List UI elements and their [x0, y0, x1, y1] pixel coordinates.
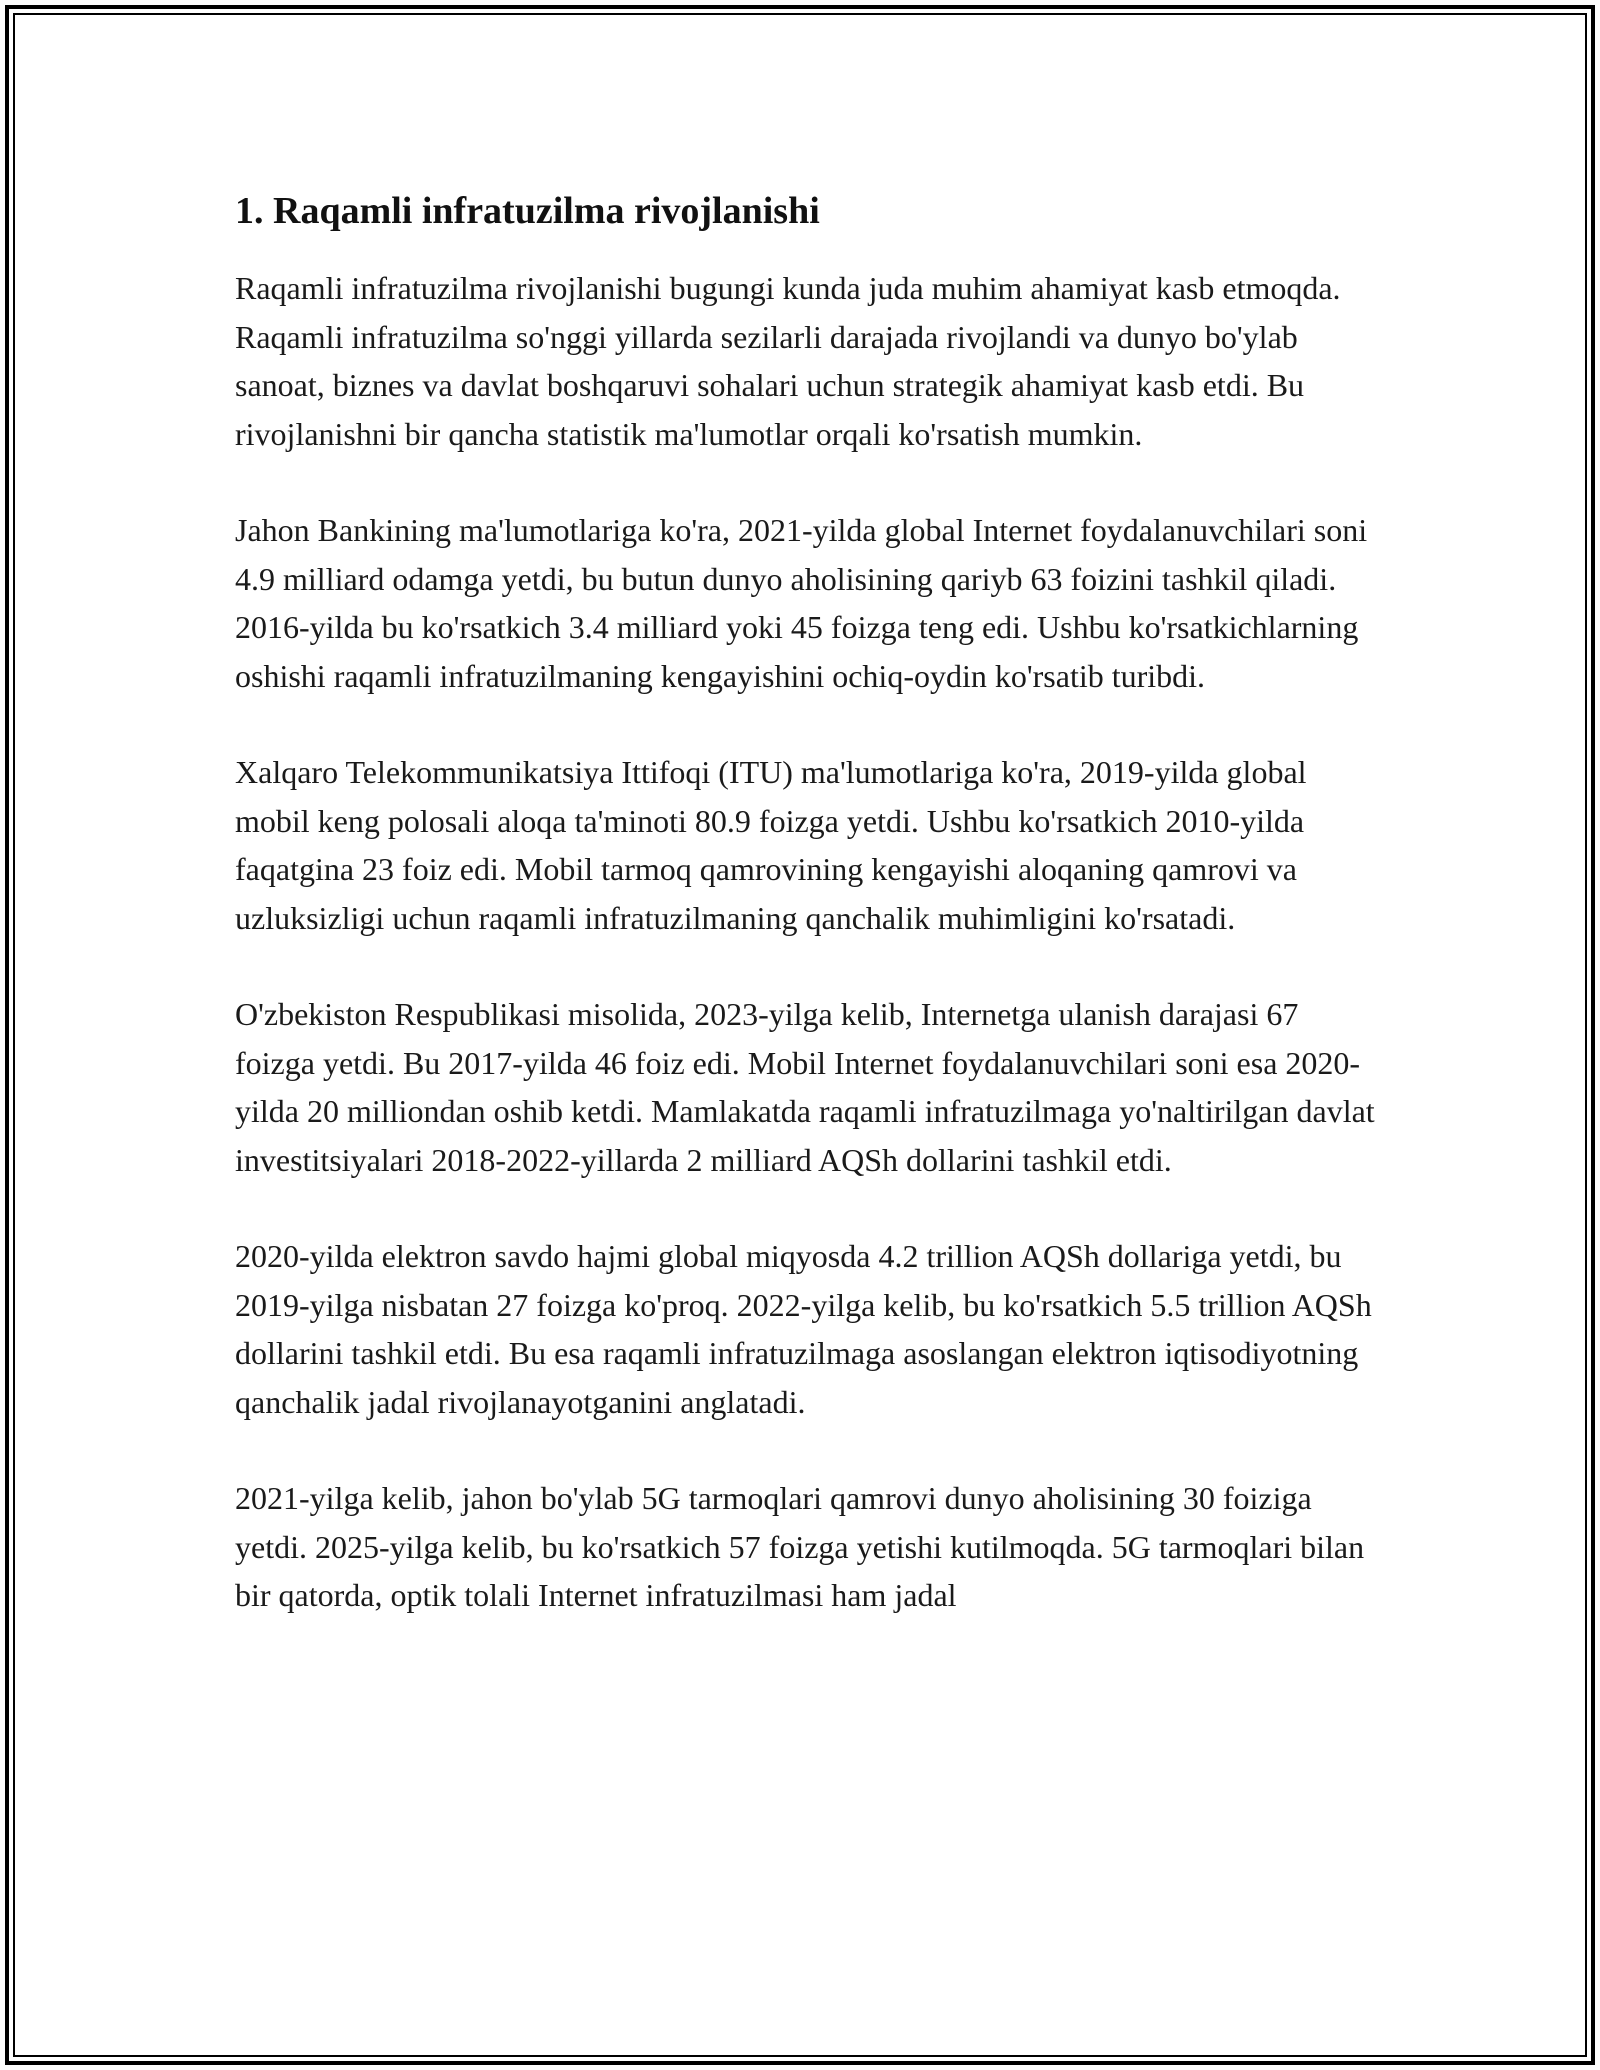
- paragraph: O'zbekiston Respublikasi misolida, 2023-yilga kelib, Internetga ulanish darajasi 67 foizga yetdi. Bu 2017-yilda 46 foiz edi. Mobil Internet foydalanuvchilari soni esa 2020-yilda 20 milliondan oshib ketdi. Mamlakatda raqamli infratuzilmaga yo'naltirilgan davlat investitsiyalari 2018-2022-yillarda 2 milliard AQSh dollarini tashkil etdi.: [235, 996, 1375, 1178]
- section-heading: 1. Raqamli infratuzilma rivojlanishi: [235, 190, 820, 232]
- paragraph: Raqamli infratuzilma rivojlanishi bugungi kunda juda muhim ahamiyat kasb etmoqda. Raqamli infratuzilma so'nggi yillarda sezilarli darajada rivojlandi va dunyo bo'ylab sanoat, biznes va davlat boshqaruvi sohalari uchun strategik ahamiyat kasb etdi. Bu rivojlanishni bir qancha statistik ma'lumotlar orqali ko'rsatish mumkin.: [235, 270, 1341, 452]
- document-body: [235, 188, 1375, 1668]
- paragraph: Jahon Bankining ma'lumotlariga ko'ra, 2021-yilda global Internet foydalanuvchilari soni 4.9 milliard odamga yetdi, bu butun dunyo aholisining qariyb 63 foizini tashkil qiladi. 2016-yilda bu ko'rsatkich 3.4 milliard yoki 45 foizga teng edi. Ushbu ko'rsatkichlarning oshishi raqamli infratuzilmaning kengayishini ochiq-oydin ko'rsatib turibdi.: [235, 512, 1368, 694]
- paragraph: 2020-yilda elektron savdo hajmi global miqyosda 4.2 trillion AQSh dollariga yetdi, bu 2019-yilga nisbatan 27 foizga ko'proq. 2022-yilga kelib, bu ko'rsatkich 5.5 trillion AQSh dollarini tashkil etdi. Bu esa raqamli infratuzilmaga asoslangan elektron iqtisodiyotning qanchalik jadal rivojlanayotganini anglatadi.: [235, 1238, 1372, 1420]
- paragraph: Xalqaro Telekommunikatsiya Ittifoqi (ITU) ma'lumotlariga ko'ra, 2019-yilda global mobil keng polosali aloqa ta'minoti 80.9 foizga yetdi. Ushbu ko'rsatkich 2010-yilda faqatgina 23 foiz edi. Mobil tarmoq qamrovining kengayishi aloqaning qamrovi va uzluksizligi uchun raqamli infratuzilmaning qanchalik muhimligini ko'rsatadi.: [235, 754, 1307, 936]
- paragraph: 2021-yilga kelib, jahon bo'ylab 5G tarmoqlari qamrovi dunyo aholisining 30 foiziga yetdi. 2025-yilga kelib, bu ko'rsatkich 57 foizga yetishi kutilmoqda. 5G tarmoqlari bilan bir qatorda, optik tolali Internet infratuzilmasi ham jadal: [235, 1480, 1365, 1613]
